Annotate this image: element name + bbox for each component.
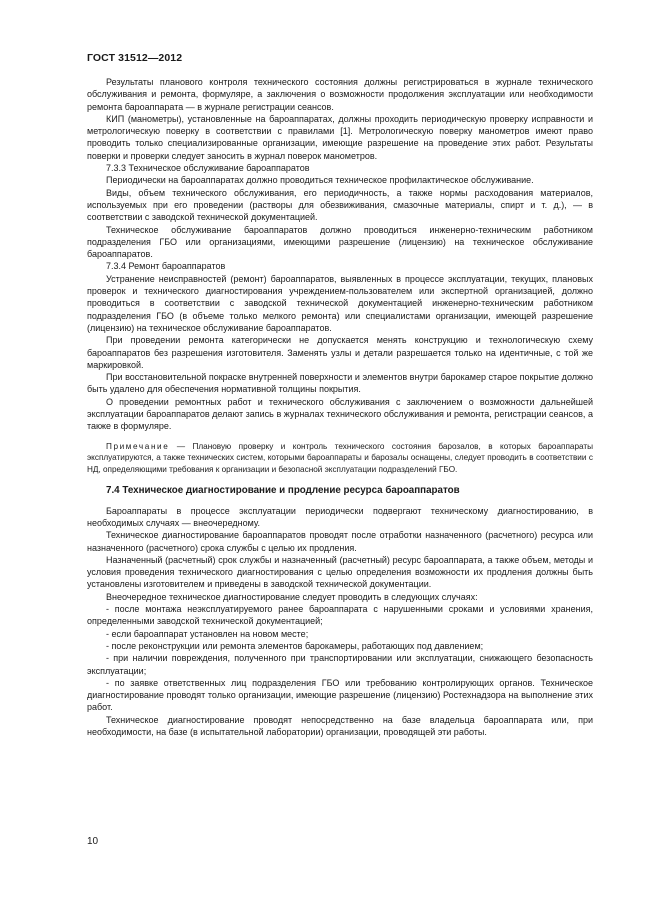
paragraph-maintenance-staff: Техническое обслуживание бароаппаратов должно проводиться инженерно-техническим работником подразделения ГБО или организациями, имеющими разрешение (лицензию) на техническое обслуживание бароаппаратов. <box>87 224 593 260</box>
paragraph-repainting: При восстановительной покраске внутренней поверхности и элементов внутри барокамер старое покрытие должно быть удалено для обеспечения нормативной толщины покрытия. <box>87 372 593 395</box>
document-body <box>87 76 593 738</box>
page-number: 10 <box>87 836 99 847</box>
paragraph-repair-procedure: Устранение неисправностей (ремонт) бароаппаратов, выявленных в процессе эксплуатации, текущих, плановых проверок и технического диагностирования учреждением-пользователем или экспертной организацией, должно проводиться в соответствии с заводской технической документацией инженерно-техническим работником подразделения ГБО (в объеме только мелкого ремонта) или специалистами организации, имеющей разрешение (лицензию) на техническое обслуживание бароаппаратов. <box>87 273 593 333</box>
section-paragraph: Внеочередное техническое диагностирование следует проводить в следующих случаях: <box>106 591 478 602</box>
note-paragraph <box>87 441 593 476</box>
note-label: Примечание <box>106 441 170 451</box>
list-item: - после монтажа неэксплуатируемого ранее бароаппарата с нарушенными сроками и условиями хранения, определенными заводской технической документацией; <box>87 604 593 627</box>
section-paragraph: Техническое диагностирование проводят непосредственно на базе владельца бароаппарата или, при необходимости, на базе (в испытательной лаборатории) организации, проводящей эти работы. <box>87 714 593 738</box>
section-heading-74: 7.4 Техническое диагностирование и продление ресурса бароаппаратов <box>106 485 460 497</box>
document-header: ГОСТ 31512—2012 <box>87 52 183 64</box>
list-item: - после реконструкции или ремонта элементов барокамеры, работающих под давлением; <box>106 640 484 651</box>
list-item: - если бароаппарат установлен на новом месте; <box>106 628 309 639</box>
paragraph-control-results: Результаты планового контроля технического состояния должны регистрироваться в журнале технического обслуживания и ремонта, формуляре, а заключения о возможности продолжения эксплуатации или необходимости ремонта бароаппарата — в журнале регистрации сеансов. <box>87 77 593 112</box>
note-text: — Плановую проверку и контроль технического состояния барозалов, в которых бароаппараты эксплуатируются, а также технических систем, которыми бароаппараты и барозалы оснащены, следует проводить в соответствии с НД, определяющими требования к организации и безопасной эксплуатации подразделений ГБО. <box>87 441 593 474</box>
paragraph-repair-records: О проведении ремонтных работ и технического обслуживания с заключением о возможности дальнейшей эксплуатации бароаппаратов делают запись в журналах технического обслуживания и ремонта, регистрации сеансов, а также в формуляре. <box>87 396 593 432</box>
subsection-heading-733: 7.3.3 Техническое обслуживание бароаппаратов <box>106 163 310 174</box>
paragraph-repair-restrictions: При проведении ремонта категорически не допускается менять конструкцию и технологическую схему бароаппаратов без разрешения изготовителя. Заменять узлы и детали разрешается только на идентичные, с той же маркировкой. <box>87 335 593 370</box>
subsection-heading-734: 7.3.4 Ремонт бароаппаратов <box>106 261 226 272</box>
section-paragraph: Назначенный (расчетный) срок службы и назначенный (расчетный) ресурс бароаппарата, а также объем, методы и условия проведения технического диагностирования с целью определения возможности их продления должны быть установлены изготовителем и приведены в заводской технической документации. <box>87 554 593 590</box>
section-paragraph: Техническое диагностирование бароаппаратов проводят после отработки назначенного (расчетного) ресурса или назначенного (расчетного) срока службы с целью их продления. <box>87 530 593 553</box>
paragraph-maintenance-scope: Виды, объем технического обслуживания, его периодичность, а также нормы расходования материалов, используемых при его проведении (растворы для обезвиживания, смазочные материалы, спирт и т. д.), — в соответствии с заводской технической документацией. <box>87 187 593 223</box>
section-paragraph: Бароаппараты в процессе эксплуатации периодически подвергают техническому диагностированию, в необходимых случаях — внеочередному. <box>87 505 593 528</box>
list-item: - при наличии повреждения, полученного при транспортировании или эксплуатации, снижающего безопасность эксплуатации; <box>87 653 593 676</box>
list-item: - по заявке ответственных лиц подразделения ГБО или требованию контролирующих органов. Техническое диагностирование проводят только организации, имеющие разрешение (лицензию) Ростехнадзора на выполнение этих работ. <box>87 677 593 713</box>
paragraph-maintenance-periodic: Периодически на бароаппаратах должно проводиться техническое профилактическое обслуживание. <box>106 175 534 186</box>
paragraph-manometers: КИП (манометры), установленные на бароаппаратах, должны проходить периодическую проверку исправности и метрологическую поверку в соответствии с правилами [1]. Метрологическую поверку манометров имеют право проводить только специализированные организации, имеющие разрешение на проведение этих работ. Результаты поверки и проверки следует заносить в журнал поверок манометров. <box>87 113 593 161</box>
